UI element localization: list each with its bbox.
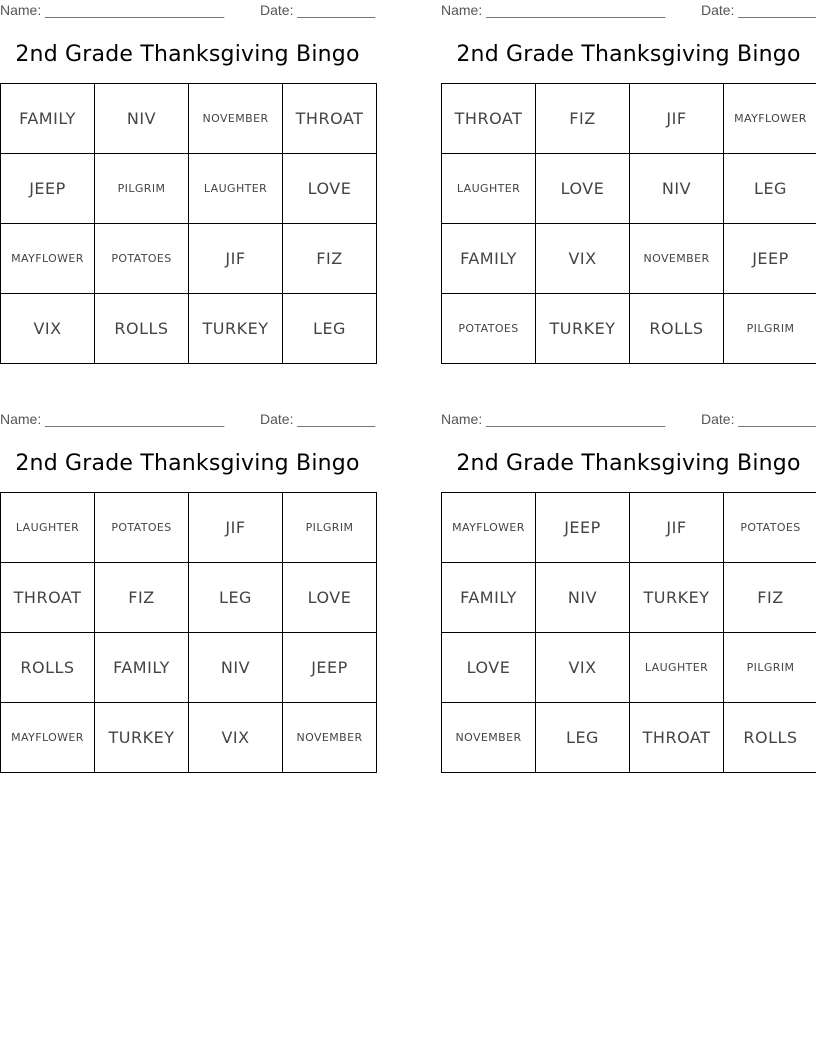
bingo-cell: TURKEY: [189, 294, 283, 364]
date-blank: __________: [297, 2, 376, 18]
bingo-cell: LEG: [283, 294, 377, 364]
bingo-row: [1, 493, 377, 563]
bingo-cell: THROAT: [630, 703, 724, 773]
bingo-row: [442, 563, 816, 633]
bingo-cell: LAUGHTER: [1, 493, 95, 563]
bingo-grid: [0, 83, 377, 364]
card-title: 2nd Grade Thanksgiving Bingo: [15, 451, 360, 476]
name-label: Name:: [441, 2, 483, 18]
date-blank: __________: [738, 411, 816, 427]
bingo-cell: NOVEMBER: [283, 703, 377, 773]
bingo-cell: PILGRIM: [283, 493, 377, 563]
bingo-cell: FIZ: [536, 84, 630, 154]
bingo-cell: VIX: [536, 633, 630, 703]
name-label: Name:: [0, 411, 42, 427]
name-line: [441, 411, 665, 427]
bingo-cell: PILGRIM: [724, 294, 816, 364]
bingo-cell: JEEP: [536, 493, 630, 563]
bingo-row: [442, 154, 816, 224]
bingo-cell: FIZ: [283, 224, 377, 294]
bingo-cell: NOVEMBER: [630, 224, 724, 294]
bingo-cell: MAYFLOWER: [1, 224, 95, 294]
bingo-row: [442, 633, 816, 703]
bingo-cell: FAMILY: [1, 84, 95, 154]
date-line: [701, 2, 816, 18]
bingo-row: [1, 154, 377, 224]
bingo-cell: LEG: [536, 703, 630, 773]
bingo-cell: MAYFLOWER: [442, 493, 536, 563]
bingo-cell: NIV: [189, 633, 283, 703]
bingo-cell: THROAT: [283, 84, 377, 154]
bingo-cell: JIF: [630, 84, 724, 154]
bingo-cell: LOVE: [536, 154, 630, 224]
bingo-row: [1, 633, 377, 703]
bingo-row: [1, 563, 377, 633]
bingo-cell: VIX: [536, 224, 630, 294]
card-title: 2nd Grade Thanksgiving Bingo: [456, 42, 801, 67]
name-line: [0, 2, 224, 18]
bingo-cell: JIF: [630, 493, 724, 563]
bingo-card: [441, 0, 816, 338]
card-header: [441, 0, 816, 22]
bingo-grid: [441, 492, 816, 773]
bingo-cell: TURKEY: [630, 563, 724, 633]
bingo-cell: TURKEY: [95, 703, 189, 773]
bingo-cell: NIV: [536, 563, 630, 633]
bingo-row: [442, 493, 816, 563]
bingo-grid: [441, 83, 816, 364]
name-blank: _______________________: [45, 411, 225, 427]
bingo-row: [1, 703, 377, 773]
bingo-cell: PILGRIM: [724, 633, 816, 703]
name-label: Name:: [0, 2, 42, 18]
date-blank: __________: [738, 2, 816, 18]
bingo-row: [442, 224, 816, 294]
bingo-cell: POTATOES: [95, 493, 189, 563]
date-label: Date:: [701, 2, 735, 18]
bingo-card: [441, 409, 816, 747]
date-line: [701, 411, 816, 427]
bingo-cell: THROAT: [1, 563, 95, 633]
card-header: [0, 0, 375, 22]
name-line: [441, 2, 665, 18]
bingo-cell: JEEP: [1, 154, 95, 224]
bingo-row: [442, 294, 816, 364]
name-line: [0, 411, 224, 427]
bingo-cell: VIX: [1, 294, 95, 364]
bingo-cell: LEG: [189, 563, 283, 633]
bingo-cell: LAUGHTER: [630, 633, 724, 703]
bingo-cell: FIZ: [95, 563, 189, 633]
bingo-cell: LOVE: [283, 563, 377, 633]
bingo-cell: LOVE: [283, 154, 377, 224]
bingo-card: [0, 0, 376, 338]
card-title: 2nd Grade Thanksgiving Bingo: [15, 42, 360, 67]
bingo-row: [1, 84, 377, 154]
bingo-cell: TURKEY: [536, 294, 630, 364]
bingo-cell: LAUGHTER: [189, 154, 283, 224]
bingo-cell: FAMILY: [95, 633, 189, 703]
bingo-row: [442, 703, 816, 773]
date-line: [260, 2, 375, 18]
date-label: Date:: [260, 2, 294, 18]
bingo-cell: LOVE: [442, 633, 536, 703]
card-header: [441, 409, 816, 431]
card-title: 2nd Grade Thanksgiving Bingo: [456, 451, 801, 476]
bingo-cell: FAMILY: [442, 224, 536, 294]
bingo-cell: NOVEMBER: [189, 84, 283, 154]
bingo-cell: THROAT: [442, 84, 536, 154]
bingo-row: [1, 294, 377, 364]
bingo-cell: NIV: [95, 84, 189, 154]
bingo-cell: FIZ: [724, 563, 816, 633]
card-header: [0, 409, 375, 431]
bingo-cell: ROLLS: [1, 633, 95, 703]
bingo-cell: VIX: [189, 703, 283, 773]
bingo-cell: NIV: [630, 154, 724, 224]
bingo-cell: PILGRIM: [95, 154, 189, 224]
bingo-card: [0, 409, 376, 747]
bingo-row: [442, 84, 816, 154]
name-blank: _______________________: [486, 2, 666, 18]
bingo-cell: POTATOES: [442, 294, 536, 364]
bingo-cell: FAMILY: [442, 563, 536, 633]
date-line: [260, 411, 375, 427]
bingo-cell: POTATOES: [95, 224, 189, 294]
bingo-cell: NOVEMBER: [442, 703, 536, 773]
bingo-cell: POTATOES: [724, 493, 816, 563]
bingo-cell: MAYFLOWER: [1, 703, 95, 773]
bingo-cell: JIF: [189, 493, 283, 563]
bingo-cell: JEEP: [724, 224, 816, 294]
bingo-row: [1, 224, 377, 294]
bingo-cell: MAYFLOWER: [724, 84, 816, 154]
bingo-cell: ROLLS: [630, 294, 724, 364]
bingo-cell: ROLLS: [95, 294, 189, 364]
name-label: Name:: [441, 411, 483, 427]
bingo-cell: LEG: [724, 154, 816, 224]
bingo-cell: JEEP: [283, 633, 377, 703]
bingo-cell: LAUGHTER: [442, 154, 536, 224]
date-label: Date:: [701, 411, 735, 427]
bingo-cell: JIF: [189, 224, 283, 294]
bingo-grid: [0, 492, 377, 773]
name-blank: _______________________: [45, 2, 225, 18]
name-blank: _______________________: [486, 411, 666, 427]
date-blank: __________: [297, 411, 376, 427]
date-label: Date:: [260, 411, 294, 427]
bingo-cell: ROLLS: [724, 703, 816, 773]
